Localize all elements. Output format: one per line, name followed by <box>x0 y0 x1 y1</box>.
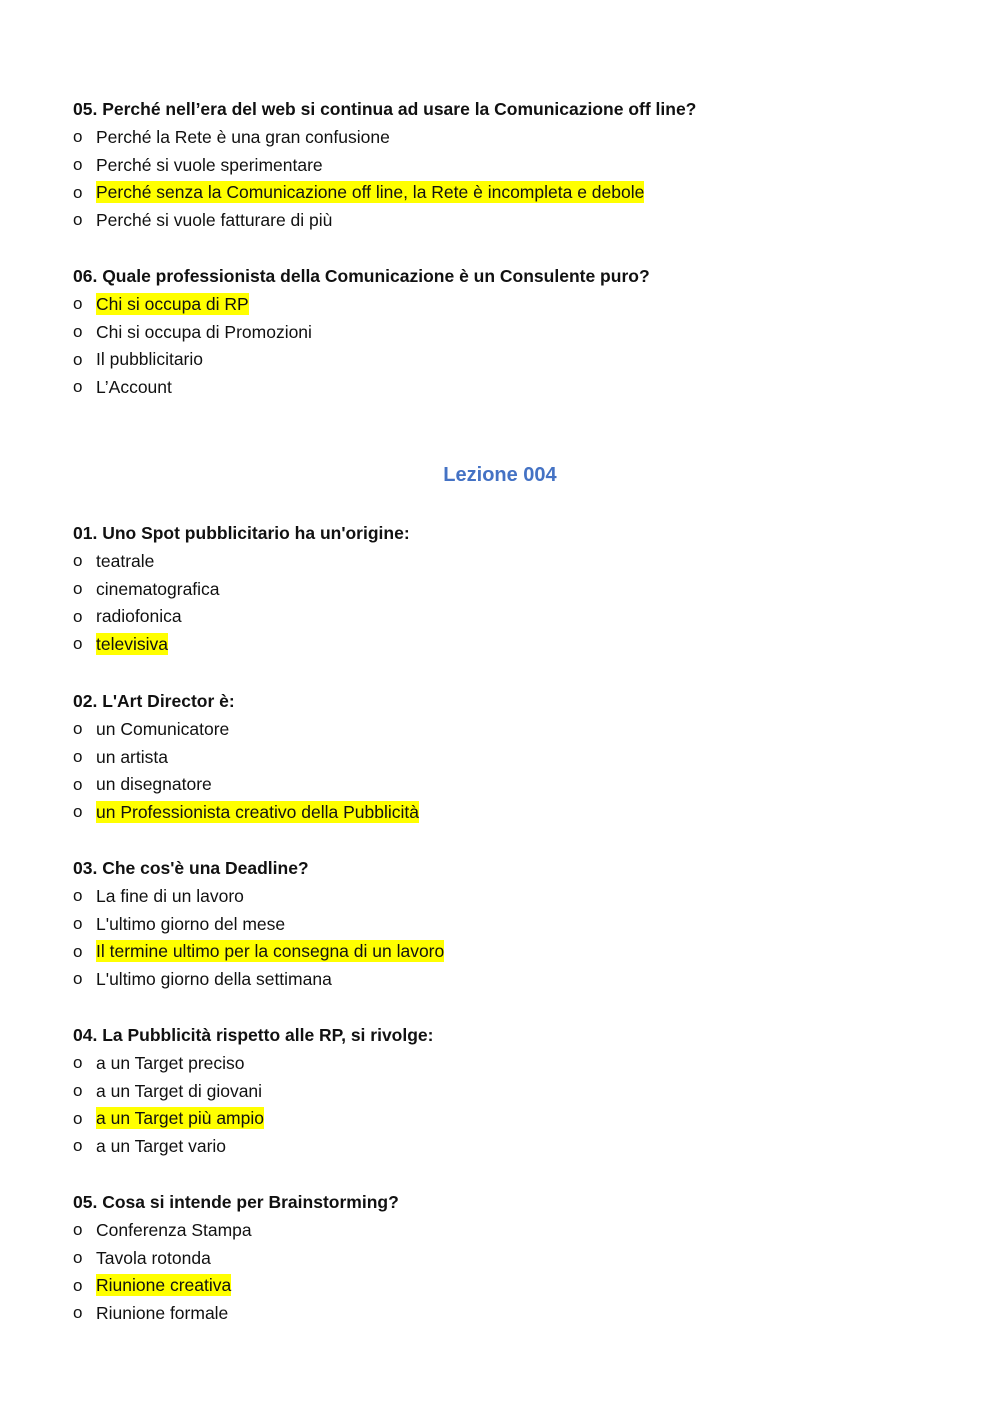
answer-option <box>73 1132 933 1160</box>
answer-text: La fine di un lavoro <box>96 885 244 906</box>
answer-option <box>73 151 933 179</box>
answer-text-highlighted: televisiva <box>96 634 168 655</box>
answer-text: radiofonica <box>96 606 182 627</box>
answer-option <box>73 373 933 401</box>
answer-option <box>73 1216 933 1244</box>
answer-text: Perché si vuole fatturare di più <box>96 210 333 231</box>
bullet-icon: o <box>73 1303 83 1323</box>
answer-text: L'ultimo giorno della settimana <box>96 969 332 990</box>
bullet-icon: o <box>73 1247 83 1267</box>
question-text: 04. La Pubblicità rispetto alle RP, si rivolge: <box>73 1025 434 1045</box>
question-block <box>73 854 933 993</box>
bullet-icon: o <box>73 606 83 626</box>
bullet-icon: o <box>73 941 83 961</box>
question-text: 05. Cosa si intende per Brainstorming? <box>73 1192 399 1212</box>
bullet-icon: o <box>73 578 83 598</box>
bullet-icon: o <box>73 210 83 230</box>
answer-text: L’Account <box>96 377 172 398</box>
answer-option <box>73 603 933 631</box>
question-text: 02. L'Art Director è: <box>73 691 235 711</box>
bullet-icon: o <box>73 774 83 794</box>
bullet-icon: o <box>73 719 83 738</box>
answer-option-correct <box>73 1272 933 1300</box>
answer-text-highlighted: Il termine ultimo per la consegna di un lavoro <box>96 941 445 962</box>
answer-option <box>73 1299 933 1327</box>
answer-option-correct <box>73 798 933 826</box>
answer-option-correct <box>73 1105 933 1133</box>
answer-text: cinematografica <box>96 578 220 599</box>
bullet-icon: o <box>73 182 83 202</box>
answer-text: a un Target di giovani <box>96 1080 263 1101</box>
question-block <box>73 1188 933 1327</box>
answer-text: Chi si occupa di Promozioni <box>96 321 312 342</box>
answer-text: Tavola rotonda <box>96 1247 211 1268</box>
answer-option-correct <box>73 938 933 966</box>
answer-option-correct <box>73 290 933 318</box>
bullet-icon: o <box>73 1053 83 1072</box>
bullet-icon: o <box>73 1136 83 1156</box>
answer-text: teatrale <box>96 550 155 571</box>
answer-text: L'ultimo giorno del mese <box>96 913 286 934</box>
answer-option <box>73 1077 933 1105</box>
bullet-icon: o <box>73 294 83 313</box>
answer-option <box>73 1049 933 1077</box>
answer-text: a un Target preciso <box>96 1052 245 1073</box>
question-text: 06. Quale professionista della Comunicazione è un Consulente puro? <box>73 266 650 286</box>
bullet-icon: o <box>73 127 83 146</box>
answer-option <box>73 575 933 603</box>
answer-option <box>73 1244 933 1272</box>
answer-text: Perché si vuole sperimentare <box>96 154 323 175</box>
answer-text: a un Target vario <box>96 1136 227 1157</box>
answer-option <box>73 318 933 346</box>
question-text: 01. Uno Spot pubblicitario ha un'origine: <box>73 523 410 543</box>
bullet-icon: o <box>73 154 83 174</box>
bullet-icon: o <box>73 551 83 570</box>
answer-text-highlighted: Riunione creativa <box>96 1275 232 1296</box>
question-block <box>73 262 933 401</box>
lesson-title: Lezione 004 <box>443 464 557 486</box>
answer-option <box>73 965 933 993</box>
answer-text-highlighted: un Professionista creativo della Pubblicità <box>96 802 419 823</box>
question-block <box>73 95 933 234</box>
bullet-icon: o <box>73 802 83 822</box>
bullet-icon: o <box>73 746 83 766</box>
bullet-icon: o <box>73 377 83 397</box>
bullet-icon: o <box>73 886 83 905</box>
answer-text: Perché la Rete è una gran confusione <box>96 126 390 147</box>
bullet-icon: o <box>73 969 83 989</box>
answer-option <box>73 910 933 938</box>
answer-text-highlighted: a un Target più ampio <box>96 1108 264 1129</box>
answer-text-highlighted: Chi si occupa di RP <box>96 293 249 314</box>
bullet-icon: o <box>73 1220 83 1239</box>
answer-text: un Comunicatore <box>96 718 230 739</box>
bullet-icon: o <box>73 349 83 369</box>
bullet-icon: o <box>73 321 83 341</box>
answer-text-highlighted: Perché senza la Comunicazione off line, la Rete è incompleta e debole <box>96 182 645 203</box>
answer-option <box>73 346 933 374</box>
answer-text: un disegnatore <box>96 774 212 795</box>
question-block <box>73 1021 933 1160</box>
answer-option <box>73 743 933 771</box>
answer-option <box>73 547 933 575</box>
bullet-icon: o <box>73 913 83 933</box>
answer-option <box>73 882 933 910</box>
question-block <box>73 519 933 658</box>
answer-option <box>73 771 933 799</box>
answer-option <box>73 123 933 151</box>
answer-option-correct <box>73 630 933 658</box>
bullet-icon: o <box>73 1108 83 1128</box>
answer-text: Conferenza Stampa <box>96 1219 252 1240</box>
answer-text: un artista <box>96 746 168 767</box>
question-text: 05. Perché nell’era del web si continua ad usare la Comunicazione off line? <box>73 99 697 119</box>
answer-option <box>73 206 933 234</box>
bullet-icon: o <box>73 634 83 654</box>
answer-text: Il pubblicitario <box>96 349 203 370</box>
question-block <box>73 687 933 826</box>
question-text: 03. Che cos'è una Deadline? <box>73 858 309 878</box>
answer-option <box>73 715 933 743</box>
bullet-icon: o <box>73 1275 83 1295</box>
answer-option-correct <box>73 179 933 207</box>
answer-text: Riunione formale <box>96 1303 229 1324</box>
bullet-icon: o <box>73 1080 83 1100</box>
